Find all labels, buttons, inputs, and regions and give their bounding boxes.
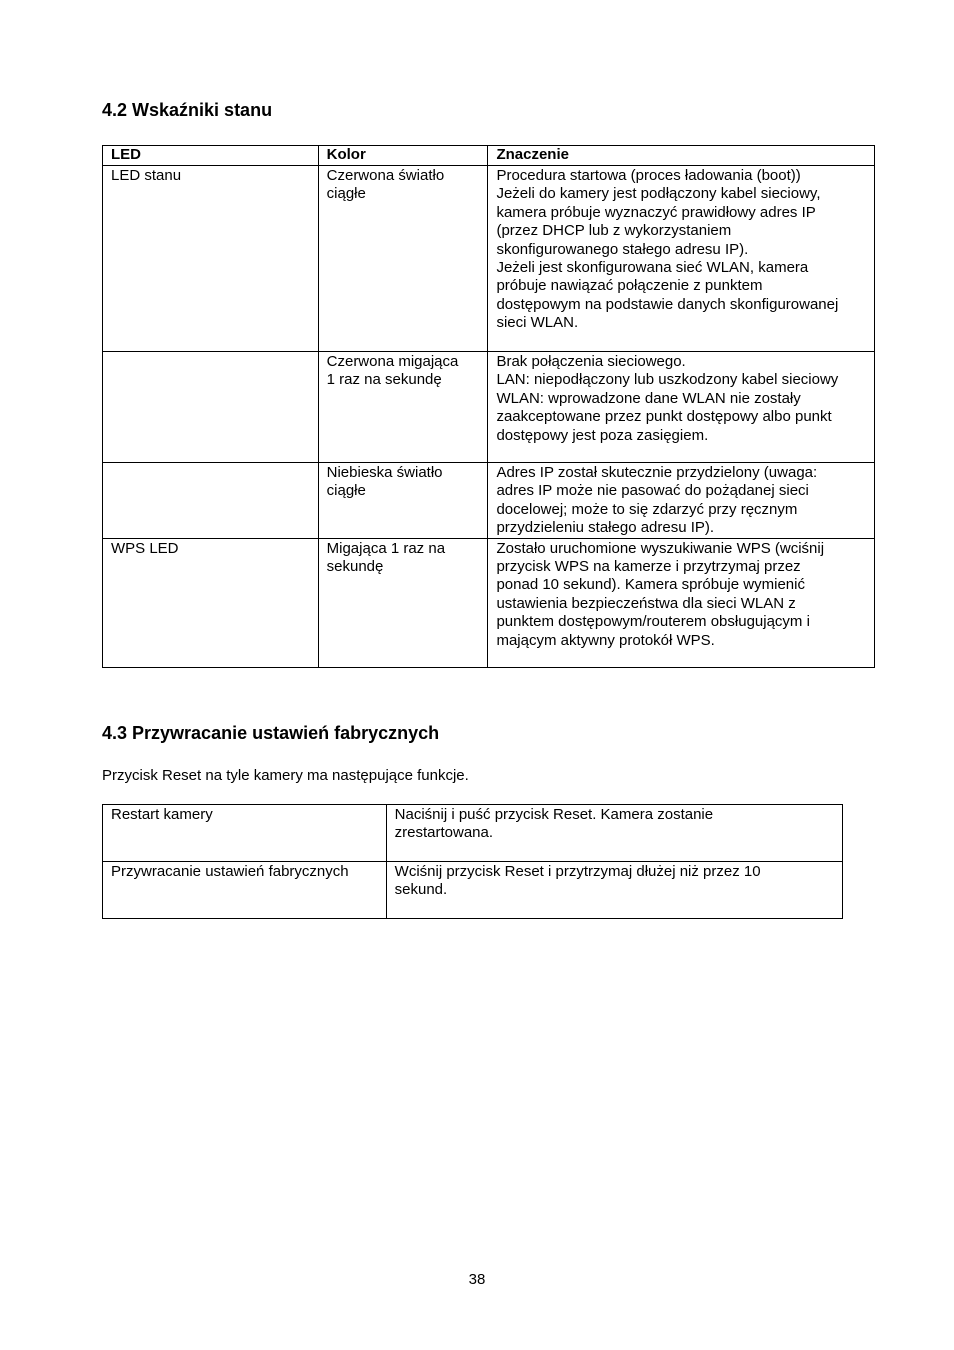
led-cell: WPS LED [103,538,319,667]
color-cell: Niebieska światło ciągłe [318,463,488,539]
action-cell: Naciśnij i puść przycisk Reset. Kamera zostanie zrestartowana. [386,805,842,862]
reset-functions-table [102,804,843,919]
meaning-cell: Adres IP został skutecznie przydzielony (uwaga: adres IP może nie pasować do pożądanej sieci docelowej; może to się zdarzyć przy ręcznym przydzieleniu stałego adresu IP). [488,463,875,539]
table-header-row [103,146,875,166]
function-cell: Przywracanie ustawień fabrycznych [103,862,387,919]
action-cell: Wciśnij przycisk Reset i przytrzymaj dłużej niż przez 10 sekund. [386,862,842,919]
color-cell: Czerwona światło ciągłe [318,166,488,352]
table-row [103,166,875,352]
header-led: LED [103,146,319,166]
status-indicators-table [102,145,875,668]
meaning-cell: Brak połączenia sieciowego. LAN: niepodłączony lub uszkodzony kabel sieciowy WLAN: wprowadzone dane WLAN nie zostały zaakceptowane przez punkt dostępowy albo punkt dostępowy jest poza zasięgiem. [488,352,875,463]
led-cell [103,352,319,463]
color-cell: Migająca 1 raz na sekundę [318,538,488,667]
section-title-4-3: 4.3 Przywracanie ustawień fabrycznych [102,723,440,743]
header-meaning: Znaczenie [488,146,875,166]
led-cell: LED stanu [103,166,319,352]
table-row [103,538,875,667]
color-cell: Czerwona migająca 1 raz na sekundę [318,352,488,463]
table-row [103,463,875,539]
table-row [103,352,875,463]
led-cell [103,463,319,539]
header-color: Kolor [318,146,488,166]
reset-intro-text: Przycisk Reset na tyle kamery ma następujące funkcje. [102,767,469,784]
meaning-cell: Procedura startowa (proces ładowania (boot)) Jeżeli do kamery jest podłączony kabel sieciowy, kamera próbuje wyznaczyć prawidłowy adres IP (przez DHCP lub z wykorzystaniem skonfigurowanego stałego adresu IP). Jeżeli jest skonfigurowana sieć WLAN, kamera próbuje nawiązać połączenie z punktem dostępowym na podstawie danych skonfigurowanej sieci WLAN. [488,166,875,352]
table-row [103,862,843,919]
function-cell: Restart kamery [103,805,387,862]
section-title-4-2: 4.2 Wskaźniki stanu [102,100,273,120]
page-number: 38 [468,1271,486,1288]
meaning-cell: Zostało uruchomione wyszukiwanie WPS (wciśnij przycisk WPS na kamerze i przytrzymaj przez ponad 10 sekund). Kamera spróbuje wymienić ustawienia bezpieczeństwa dla sieci WLAN z punktem dostępowym/routerem obsługującym i mającym aktywny protokół WPS. [488,538,875,667]
table-row [103,805,843,862]
